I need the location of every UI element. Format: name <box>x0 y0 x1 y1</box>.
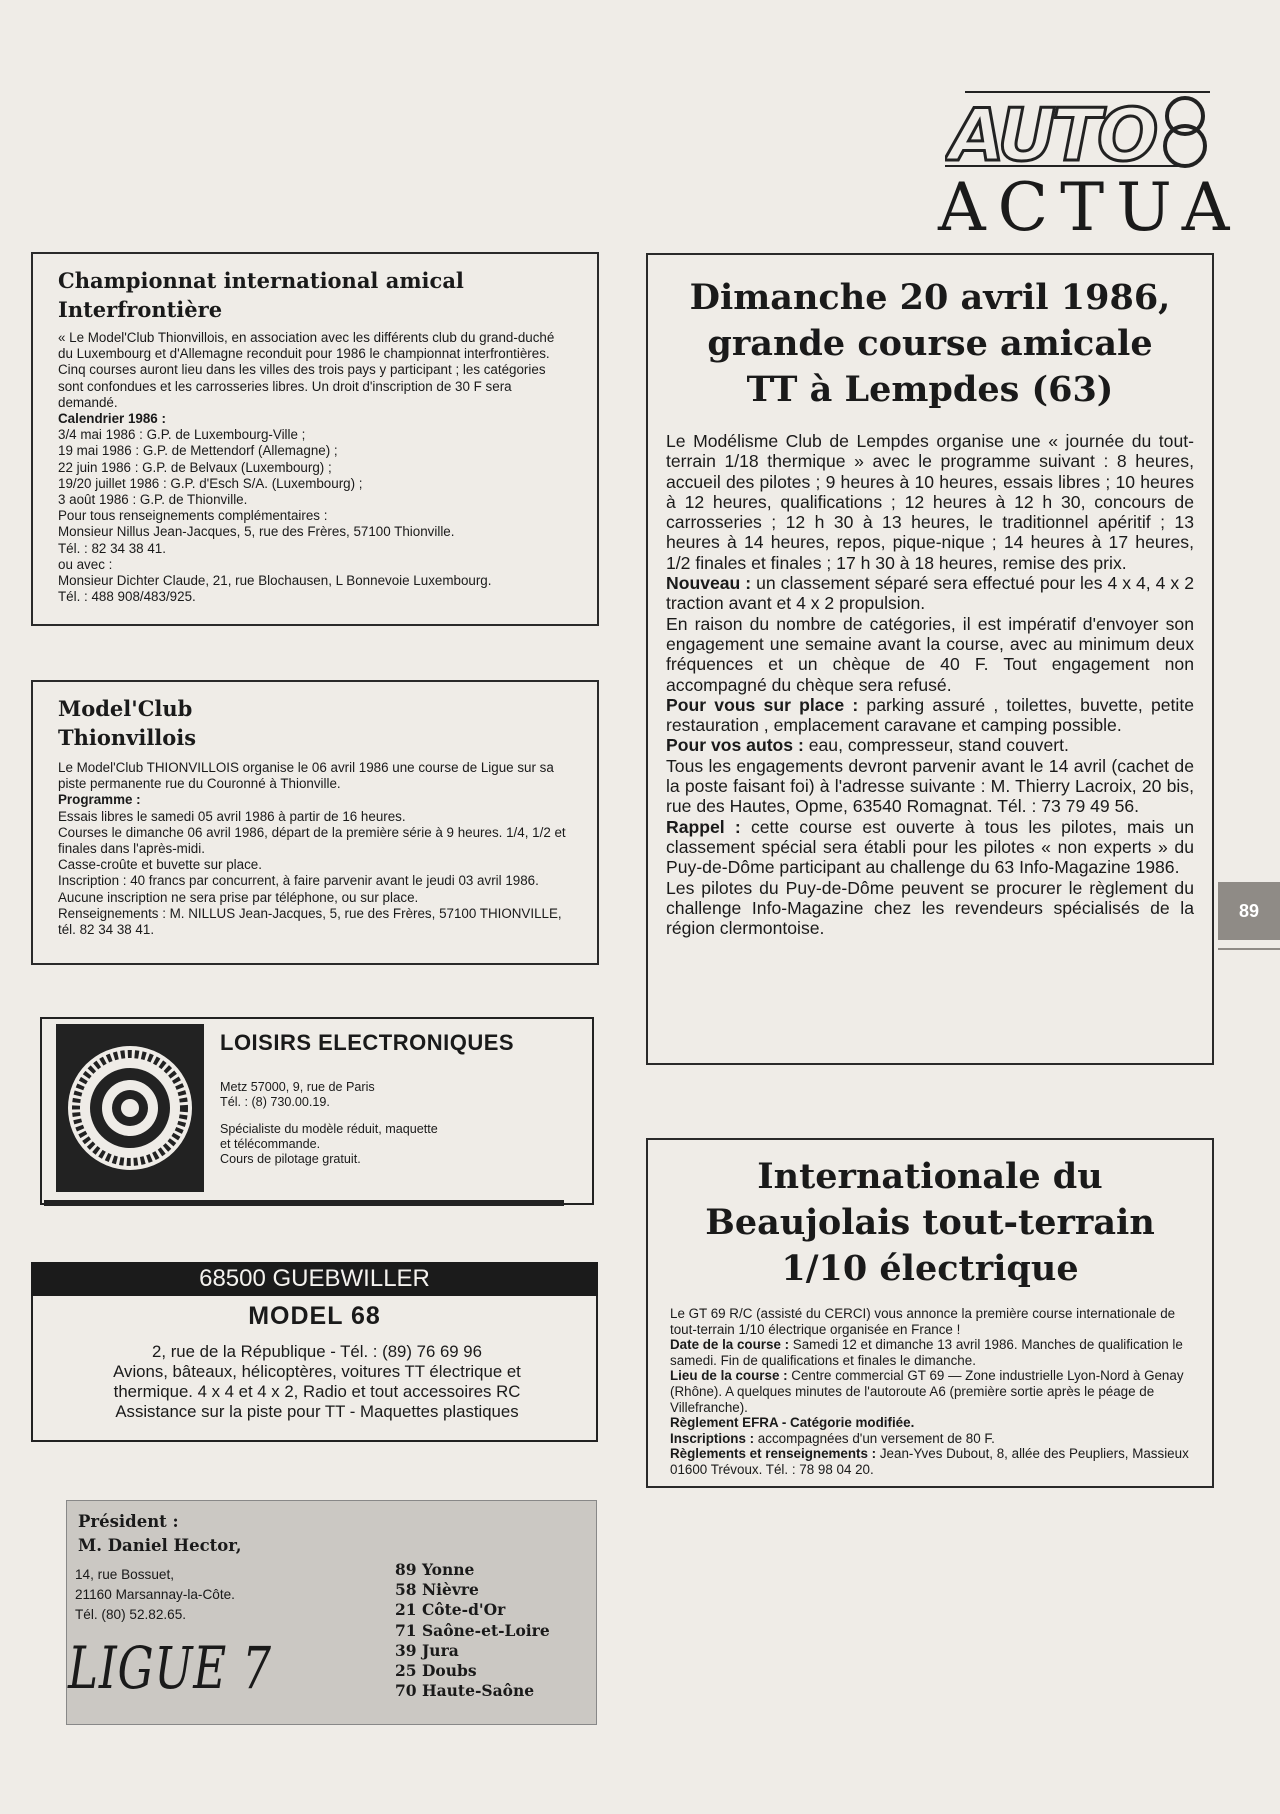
calendar-label: Calendrier 1986 : <box>58 411 166 427</box>
ad-city-bar: 68500 GUEBWILLER <box>31 1262 598 1296</box>
article-title <box>670 1154 1190 1292</box>
department-item: 70 Haute-Saône <box>395 1681 535 1701</box>
paragraph: Les pilotes du Puy-de-Dôme peuvent se procurer le règlement du challenge Info-Magazine chez les revendeurs spécialisés de la région clermontoise. <box>666 877 1194 939</box>
ad-shadow <box>44 1200 564 1206</box>
contact-line: Monsieur Dichter Claude, 21, rue Blochausen, L Bonnevoie Luxembourg. <box>58 573 492 589</box>
title-line: Internationale du <box>757 1156 1103 1197</box>
tab-rule <box>1218 948 1280 950</box>
ligue-president <box>78 1510 242 1558</box>
paragraph: Le Model'Club THIONVILLOIS organise le 06 avril 1986 une course de Ligue sur sa piste permanente rue du Couronné à Thionville. <box>58 760 554 792</box>
calendar-item: 3/4 mai 1986 : G.P. de Luxembourg-Ville ; <box>58 427 306 443</box>
inline-text: Jean-Yves Dubout, 8, allée des Peupliers, Massieux 01600 Trévoux. Tél. : 78 98 04 20. <box>670 1446 1189 1477</box>
article-title <box>666 275 1194 413</box>
president-name: M. Daniel Hector, <box>78 1536 242 1555</box>
paragraph: Cinq courses auront lieu dans les villes des trois pays y participant ; les catégories sont confondues et les carrosseries libres. Un droit d'inscription de 30 F sera demandé. <box>58 362 546 410</box>
program-line: Casse-croûte et buvette sur place. <box>58 857 262 873</box>
svg-text:AUTO: AUTO <box>949 93 1155 174</box>
article-body <box>58 760 572 938</box>
inline-label: Pour vous sur place : <box>666 694 859 715</box>
paragraph <box>666 817 1194 878</box>
title-line: 1/10 électrique <box>781 1248 1079 1289</box>
page-number: 89 <box>1218 882 1280 940</box>
calendar-item: 19 mai 1986 : G.P. de Mettendorf (Allemagne) ; <box>58 443 338 459</box>
department-item: 25 Doubs <box>395 1661 477 1681</box>
paragraph: Règlement EFRA - Catégorie modifiée. <box>670 1415 915 1431</box>
ad-shop-name: MODEL 68 <box>248 1302 381 1330</box>
address-line: 14, rue Bossuet, <box>75 1567 174 1582</box>
article-title: Championnat international amical Interfrontière <box>58 268 464 322</box>
ad-line: Avions, bâteaux, hélicoptères, voitures TT électrique et <box>113 1362 521 1381</box>
inline-text: accompagnées d'un versement de 80 F. <box>754 1430 995 1446</box>
inline-label: Inscriptions : <box>670 1430 755 1446</box>
article-body <box>670 1306 1190 1478</box>
phone-line: Tél. (80) 52.82.65. <box>75 1607 187 1622</box>
article-title <box>58 694 572 752</box>
ad-body <box>52 1342 582 1422</box>
address-line: 21160 Marsannay-la-Côte. <box>75 1587 235 1602</box>
article-lempdes <box>646 253 1214 1065</box>
ad-info <box>220 1080 550 1167</box>
inline-text: un classement séparé sera effectué pour les 4 x 4, 4 x 2 traction avant et 4 x 2 propulsion. <box>666 573 1194 614</box>
program-line: Aucune inscription ne sera prise par téléphone, ou sur place. <box>58 889 419 905</box>
inline-label: Nouveau : <box>666 573 752 594</box>
inline-label: Rappel : <box>666 816 741 837</box>
department-item: 89 Yonne <box>395 1560 475 1579</box>
paragraph <box>670 1368 1190 1415</box>
paragraph <box>670 1431 1190 1447</box>
department-item: 21 Côte-d'Or <box>395 1600 506 1620</box>
paragraph <box>666 735 1194 755</box>
paragraph: Tous les engagements devront parvenir avant le 14 avril (cachet de la poste faisant foi) à l'adresse suivante : M. Thierry Lacroix, 20 bis, rue des Hautes, Opme, 63540 Romagnat. Tél. : 73 79 49 56. <box>666 755 1194 817</box>
paragraph: « Le Model'Club Thionvillois, en association avec les différents club du grand-duché du Luxembourg et d'Allemagne reconduit pour 1986 le championnat interfrontières. <box>58 330 555 362</box>
auto8-logo <box>945 86 1215 174</box>
contact-line: Pour tous renseignements complémentaires : <box>58 508 328 524</box>
calendar-item: 3 août 1986 : G.P. de Thionville. <box>58 492 248 508</box>
article-body <box>58 330 572 605</box>
calendar-item: 22 juin 1986 : G.P. de Belvaux (Luxembourg) ; <box>58 459 332 475</box>
ad-desc: Cours de pilotage gratuit. <box>220 1152 361 1166</box>
article-championnat <box>31 252 599 626</box>
inline-label: Règlements et renseignements : <box>670 1446 877 1462</box>
paragraph: Le Modélisme Club de Lempdes organise une « journée du tout-terrain 1/18 thermique » avec le programme suivant : 8 heures, accueil des pilotes ; 9 heures à 10 heures, essais libres ; 10 heures à 12 heures, qualifications ; 12 heures à 12 h 30, concours de carrosseries ; 12 h 30 à 13 heures, le traditionnel apéritif ; 13 heures à 14 heures, repos, pique-nique ; 14 heures à 17 heures, 1/2 finales et finales ; 17 h 30 à 18 heures, remise des prix. <box>666 431 1194 573</box>
paragraph <box>670 1446 1190 1477</box>
program-line: Inscription : 40 francs par concurrent, à faire parvenir avant le jeudi 03 avril 1986. <box>58 873 539 889</box>
ligue-heading: LIGUE 7 <box>68 1634 272 1702</box>
inline-text: cette course est ouverte à tous les pilotes, mais un classement spécial sera établi pour les pilotes « non experts » du Puy-de-Dôme participant au challenge du 63 Info-Magazine 1986. <box>666 816 1194 878</box>
contact-line: Tél. : 82 34 38 41. <box>58 540 166 556</box>
ad-title: LOISIRS ELECTRONIQUES <box>220 1030 515 1055</box>
department-list <box>395 1560 550 1701</box>
program-label: Programme : <box>58 792 141 808</box>
department-item: 39 Jura <box>395 1640 459 1660</box>
paragraph: Le GT 69 R/C (assisté du CERCI) vous annonce la première course internationale de tout-terrain 1/10 électrique organisée en France ! <box>670 1306 1176 1337</box>
section-title: ACTUA <box>938 169 1242 246</box>
title-line: TT à Lempdes (63) <box>746 369 1114 410</box>
article-beaujolais <box>646 1138 1214 1488</box>
contact-line: Monsieur Nillus Jean-Jacques, 5, rue des Frères, 57100 Thionville. <box>58 524 455 540</box>
inline-label: Pour vos autos : <box>666 735 804 756</box>
inline-text: Centre commercial GT 69 — Zone industrielle Lyon-Nord à Genay (Rhône). A quelques minutes de l'autoroute A6 (première sortie après le péage de Villefranche). <box>670 1368 1184 1415</box>
ad-desc: et télécommande. <box>220 1137 321 1151</box>
president-label: Président : <box>78 1512 179 1531</box>
paragraph: En raison du nombre de catégories, il est impératif d'envoyer son engagement une semaine avant la course, avec au minimum deux fréquences et un chèque de 40 F. Tout engagement non accompagné du chèque sera refusé. <box>666 613 1194 695</box>
title-line: Model'Club <box>58 696 193 721</box>
title-line: Thionvillois <box>58 725 197 750</box>
inline-text: Samedi 12 et dimanche 13 avril 1986. Manches de qualification le samedi. Fin de qualifications et finales le dimanche. <box>670 1337 1183 1368</box>
ligue-address <box>75 1565 325 1625</box>
ad-line: thermique. 4 x 4 et 4 x 2, Radio et tout accessoires RC <box>113 1382 521 1401</box>
department-item: 71 Saône-et-Loire <box>395 1620 550 1640</box>
ad-phone: Tél. : (8) 730.00.19. <box>220 1095 330 1109</box>
title-line: grande course amicale <box>707 323 1153 364</box>
article-model-club <box>31 680 599 965</box>
article-body <box>666 431 1194 938</box>
inline-label: Lieu de la course : <box>670 1368 788 1384</box>
department-item: 58 Nièvre <box>395 1580 479 1600</box>
contact-line: Tél. : 488 908/483/925. <box>58 589 196 605</box>
inline-text: eau, compresseur, stand couvert. <box>803 735 1069 756</box>
ad-line: 2, rue de la République - Tél. : (89) 76 69 96 <box>152 1342 482 1361</box>
ad-desc: Spécialiste du modèle réduit, maquette <box>220 1122 438 1136</box>
paragraph <box>666 573 1194 614</box>
ad-line: Assistance sur la piste pour TT - Maquettes plastiques <box>115 1402 519 1421</box>
contact-line: ou avec : <box>58 556 113 572</box>
program-line: Essais libres le samedi 05 avril 1986 à partir de 16 heures. <box>58 808 406 824</box>
inline-text: parking assuré , toilettes, buvette, petite restauration , emplacement caravane et camping possible. <box>666 694 1195 736</box>
inline-label: Date de la course : <box>670 1337 790 1353</box>
paragraph <box>666 695 1194 736</box>
ad-address: Metz 57000, 9, rue de Paris <box>220 1080 375 1094</box>
paragraph <box>670 1337 1190 1368</box>
spiral-logo-icon <box>56 1024 204 1192</box>
program-line: Courses le dimanche 06 avril 1986, départ de la première série à 9 heures. 1/4, 1/2 et finales dans l'après-midi. <box>58 824 566 857</box>
title-line: Beaujolais tout-terrain <box>705 1202 1155 1243</box>
program-line: Renseignements : M. NILLUS Jean-Jacques, 5, rue des Frères, 57100 THIONVILLE, tél. 82 34 38 41. <box>58 905 562 938</box>
calendar-item: 19/20 juillet 1986 : G.P. d'Esch S/A. (Luxembourg) ; <box>58 475 363 491</box>
title-line: Dimanche 20 avril 1986, <box>689 277 1171 318</box>
